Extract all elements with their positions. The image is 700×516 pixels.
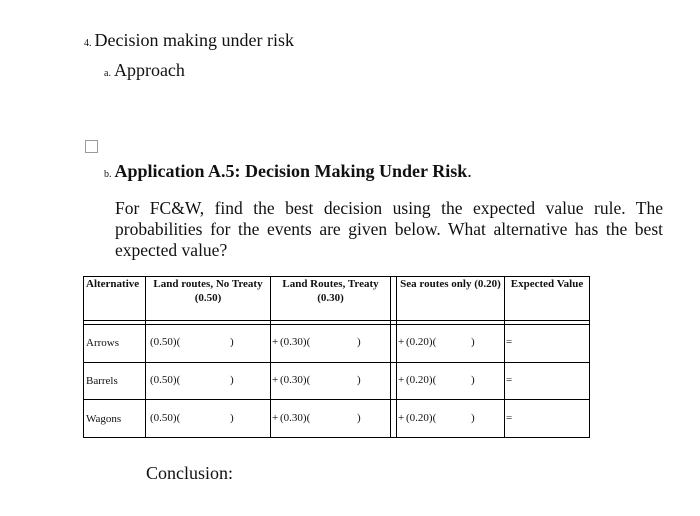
table-header-row	[84, 277, 590, 321]
problem-paragraph: For FC&W, find the best decision using the expected value rule. The probabilities for the events are given below. What alternative has the best expected value?	[115, 198, 663, 260]
table-row	[84, 362, 590, 400]
application-title: Application A.5: Decision Making Under Risk	[114, 161, 468, 181]
table-row	[84, 324, 590, 362]
conclusion-label: Conclusion:	[146, 463, 234, 483]
cell-land-no-treaty[interactable]: (0.50)( )	[146, 400, 271, 438]
heading-text: Decision making under risk	[94, 30, 294, 50]
cell-sea-routes[interactable]: + (0.20)( )	[397, 324, 505, 362]
cell-land-treaty[interactable]: + (0.30)( )	[271, 362, 391, 400]
table-row	[84, 400, 590, 438]
header-land-no-treaty: Land routes, No Treaty (0.50)	[146, 277, 271, 321]
header-sea-routes: Sea routes only (0.20)	[397, 277, 505, 321]
cell-land-treaty[interactable]: + (0.30)( )	[271, 400, 391, 438]
cell-land-no-treaty[interactable]: (0.50)( )	[146, 362, 271, 400]
header-alternative: Alternative	[84, 277, 146, 321]
row-alternative: Barrels	[84, 362, 146, 400]
header-land-treaty: Land Routes, Treaty (0.30)	[271, 277, 391, 321]
application-number: b.	[104, 169, 112, 180]
cell-land-treaty[interactable]: + (0.30)( )	[271, 324, 391, 362]
cell-land-no-treaty[interactable]: (0.50)( )	[146, 324, 271, 362]
cell-expected-value[interactable]: =	[505, 362, 590, 400]
heading-number: 4.	[84, 38, 92, 49]
header-expected-value: Expected Value	[505, 277, 590, 321]
subheading-approach	[104, 60, 185, 81]
subheading-number: a.	[104, 68, 111, 79]
cell-sea-routes[interactable]: + (0.20)( )	[397, 400, 505, 438]
cell-expected-value[interactable]: =	[505, 400, 590, 438]
subheading-application	[104, 161, 472, 182]
row-alternative: Arrows	[84, 324, 146, 362]
subheading-text: Approach	[113, 60, 185, 80]
cell-sea-routes[interactable]: + (0.20)( )	[397, 362, 505, 400]
decision-table	[83, 276, 590, 438]
cell-expected-value[interactable]: =	[505, 324, 590, 362]
application-period: .	[467, 161, 472, 181]
row-alternative: Wagons	[84, 400, 146, 438]
checkbox-icon[interactable]	[85, 140, 98, 153]
heading-decision-making	[84, 30, 294, 51]
